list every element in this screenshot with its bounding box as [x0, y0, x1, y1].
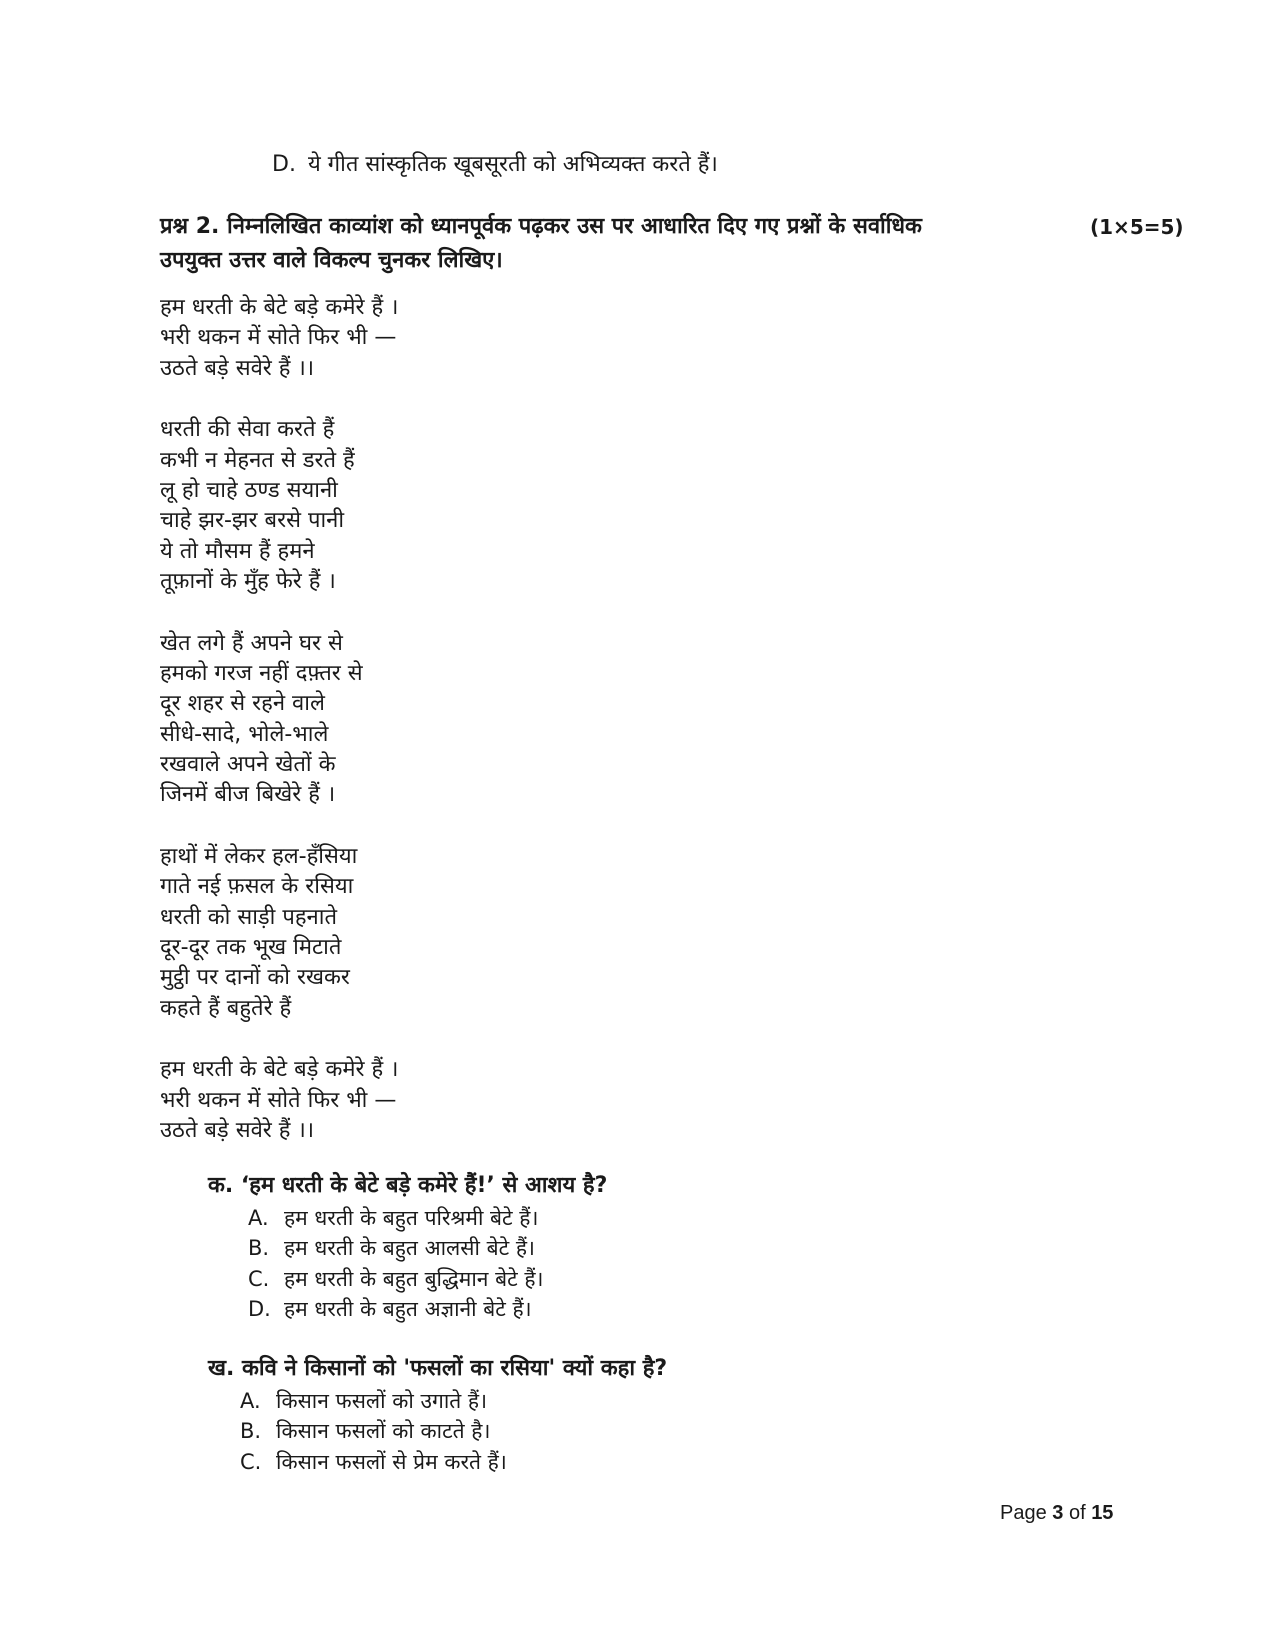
poem-line: चाहे झर-झर बरसे पानी [160, 508, 345, 534]
option-text: किसान फसलों को काटते है। [276, 1419, 491, 1444]
poem-stanza-3 [160, 629, 760, 811]
option-text: हम धरती के बहुत परिश्रमी बेटे हैं। [284, 1206, 539, 1230]
option-letter: A. [248, 1206, 269, 1230]
option-text: हम धरती के बहुत अज्ञानी बेटे हैं। [284, 1297, 532, 1322]
question-heading [160, 210, 1115, 278]
option-letter: A. [240, 1389, 261, 1413]
poem-line: हम धरती के बेटे बड़े कमेरे हैं । [160, 295, 399, 320]
poem-line: हमको गरज नहीं दफ़्तर से [160, 660, 363, 686]
option-letter: D. [248, 1297, 271, 1322]
poem-line: ये तो मौसम हैं हमने [160, 538, 315, 564]
sub-question-title: क. ‘हम धरती के बेटे बड़े कमेरे हैं!’ से आशय है? [208, 1173, 608, 1198]
question-heading-line-2: उपयुक्त उत्तर वाले विकल्प चुनकर लिखिए। [160, 248, 503, 273]
page-label: Page [1000, 1502, 1053, 1524]
poem-line: रखवाले अपने खेतों के [160, 752, 336, 778]
poem-line: मुट्ठी पर दानों को रखकर [160, 965, 350, 991]
poem-line: हम धरती के बेटे बड़े कमेरे हैं । [160, 1057, 399, 1083]
poem-line: भरी थकन में सोते फिर भी — [160, 1087, 397, 1113]
poem-line: हाथों में लेकर हल-हँसिया [160, 843, 358, 869]
option-text: किसान फसलों से प्रेम करते हैं। [276, 1449, 507, 1474]
poem-line: धरती को साड़ी पहनाते [160, 904, 338, 930]
question-marks: (1×5=5) [1090, 215, 1184, 239]
option-text: किसान फसलों को उगाते हैं। [276, 1389, 488, 1413]
answer-options [240, 1386, 1008, 1477]
poem-stanza-4 [160, 842, 760, 1024]
sub-question-title: ख. कवि ने किसानों को 'फसलों का रसिया' क्यों कहा है? [208, 1356, 668, 1381]
poem-line: खेत लगे हैं अपने घर से [160, 630, 343, 656]
answer-option-a [240, 1386, 1008, 1416]
poem-line: उठते बड़े सवेरे हैं ।। [160, 1117, 315, 1143]
current-page-number: 3 [1052, 1502, 1064, 1524]
previous-question-option-d [272, 148, 718, 178]
question-heading-line-1: प्रश्न 2. निम्नलिखित काव्यांश को ध्यानपूर्वक पढ़कर उस पर आधारित दिए गए प्रश्नों के सर्वाधिक [160, 214, 922, 239]
poem-line: दूर शहर से रहने वाले [160, 691, 325, 717]
poem-line: कहते हैं बहुतेरे हैं [160, 995, 292, 1021]
total-pages-number: 15 [1091, 1502, 1114, 1524]
answer-option-a [248, 1203, 1008, 1233]
answer-option-b [248, 1233, 1008, 1263]
answer-option-c [248, 1264, 1008, 1294]
page-of-label: of [1063, 1502, 1092, 1524]
option-text: ये गीत सांस्कृतिक खूबसूरती को अभिव्यक्त करते हैं। [308, 152, 718, 177]
page-number-footer [1000, 1502, 1113, 1525]
answer-option-c [240, 1447, 1008, 1477]
poem-line: दूर-दूर तक भूख मिटाते [160, 935, 342, 961]
option-text: हम धरती के बहुत आलसी बेटे हैं। [284, 1236, 535, 1261]
poem-line: धरती की सेवा करते हैं [160, 417, 335, 443]
poem-line: सीधे-सादे, भोले-भाले [160, 721, 329, 747]
poem-stanza-1 [160, 293, 760, 384]
answer-option-b [240, 1416, 1008, 1446]
option-letter: D. [272, 152, 296, 177]
poem-line: तूफ़ानों के मुँह फेरे हैं । [160, 569, 336, 595]
option-text: हम धरती के बहुत बुद्धिमान बेटे हैं। [284, 1266, 544, 1291]
poem-line: गाते नई फ़सल के रसिया [160, 874, 354, 900]
option-letter: B. [240, 1419, 262, 1444]
poem-passage [160, 293, 760, 1177]
sub-question-ka [208, 1170, 1008, 1325]
poem-line: भरी थकन में सोते फिर भी — [160, 325, 397, 351]
sub-question-kha [208, 1353, 1008, 1477]
poem-stanza-2 [160, 415, 760, 597]
poem-stanza-5 [160, 1055, 760, 1146]
poem-line: जिनमें बीज बिखेरे हैं । [160, 782, 336, 808]
option-letter: C. [248, 1266, 270, 1291]
answer-option-d [248, 1294, 1008, 1324]
option-letter: C. [240, 1449, 262, 1474]
option-letter: B. [248, 1236, 270, 1261]
poem-line: उठते बड़े सवेरे हैं ।। [160, 355, 315, 381]
answer-options [248, 1203, 1008, 1325]
poem-line: कभी न मेहनत से डरते हैं [160, 447, 355, 473]
poem-line: लू हो चाहे ठण्ड सयानी [160, 477, 338, 503]
